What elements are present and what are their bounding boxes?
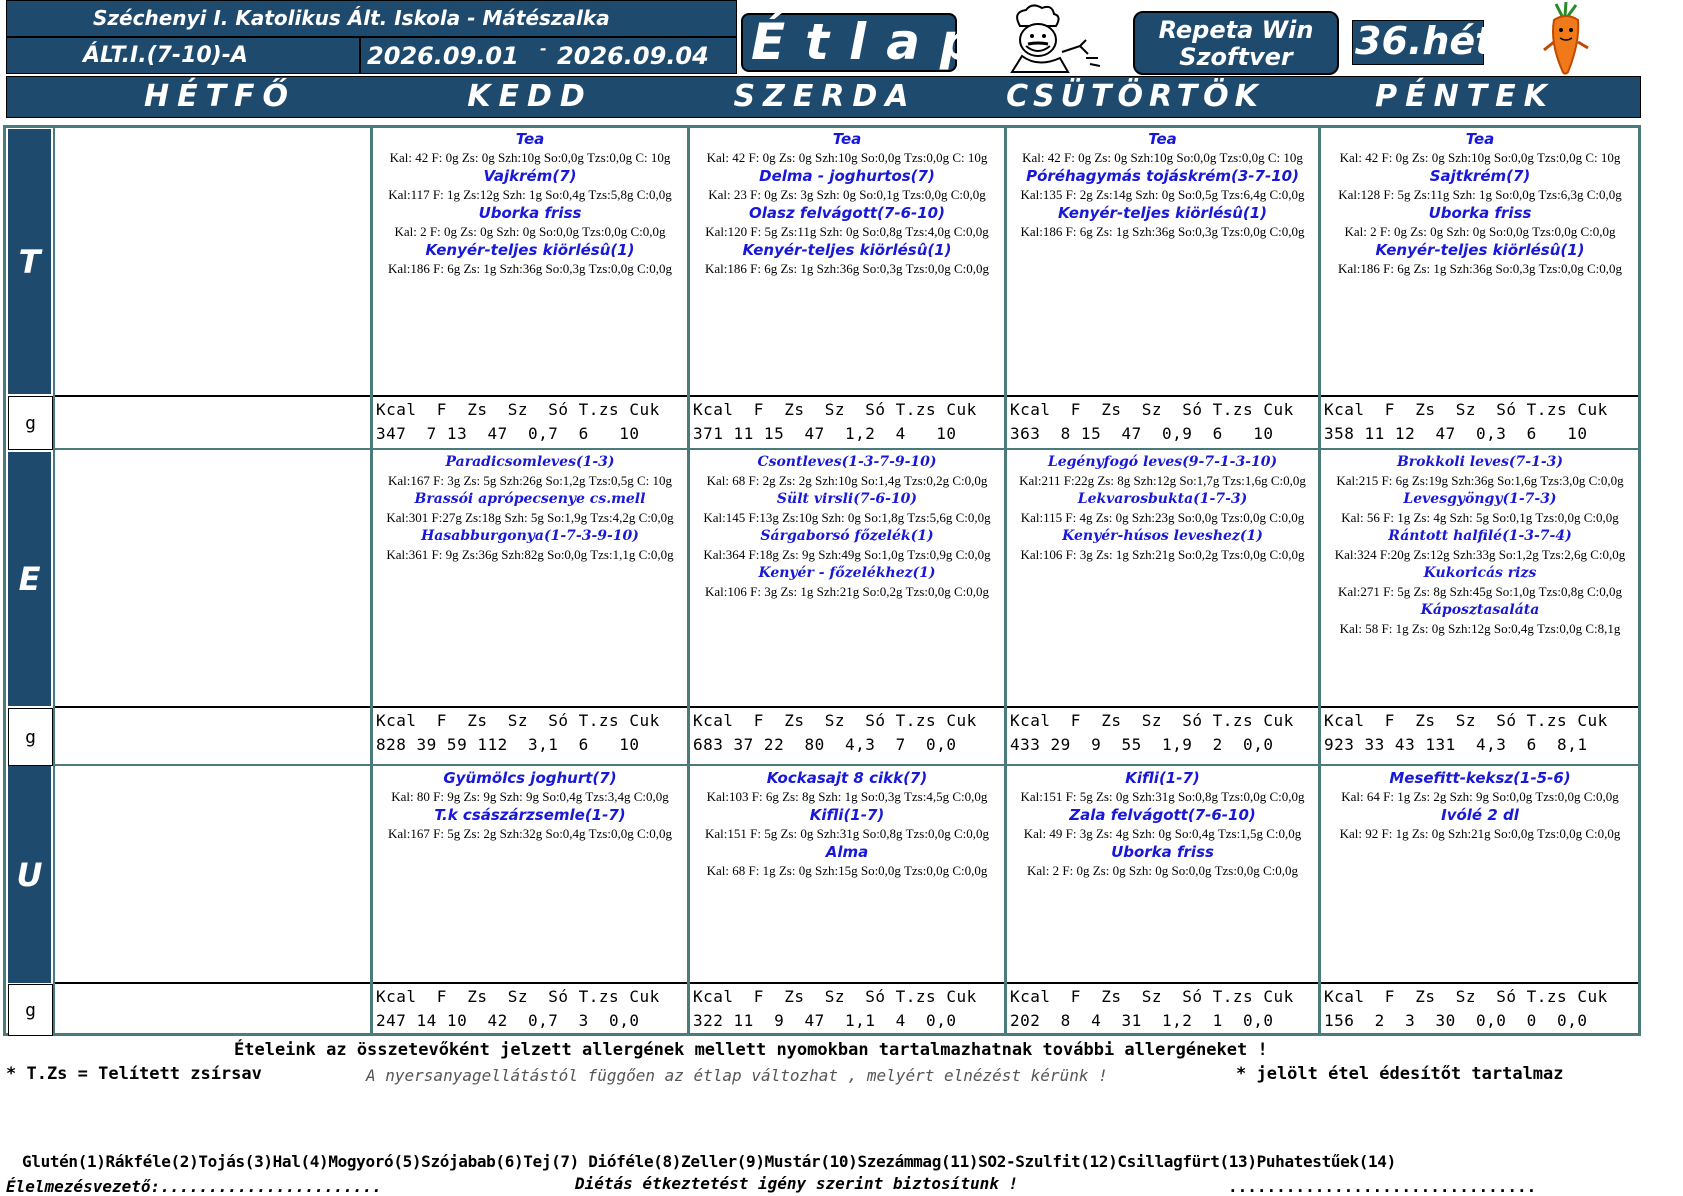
menu-cell-breakfast-day-2 xyxy=(373,128,687,397)
dish-nutrition: Kal: 58 F: 1g Zs: 0g Szh:12g So:0,4g Tzs:0,0g C:8,1g xyxy=(1339,621,1621,636)
dish-name: Kifli(1-7) xyxy=(1125,769,1200,787)
totals-snack-day-4 xyxy=(1007,984,1318,1034)
menu-cell-breakfast-day-3 xyxy=(690,128,1004,397)
menu-cell-breakfast-day-4 xyxy=(1007,128,1318,397)
menu-cell-lunch-day-5 xyxy=(1321,451,1639,708)
dish-name: Kenyér-teljes kiörlésû(1) xyxy=(742,241,952,259)
dish-name: Kifli(1-7) xyxy=(809,806,885,824)
dish-nutrition: Kal:271 F: 5g Zs: 8g Szh:45g So:1,0g Tzs:0,8g C:0,0g xyxy=(1338,584,1622,599)
totals-lunch-day-5 xyxy=(1321,708,1639,758)
date-range-box xyxy=(360,37,737,74)
totals-snack-day-2 xyxy=(373,984,687,1034)
date-from: 2026.09.01 xyxy=(367,42,519,70)
day-name-tuesday: KEDD xyxy=(467,79,593,114)
totals-header: Kcal F Zs Sz Só T.zs Cuk xyxy=(376,400,660,419)
totals-values: 322 11 9 47 1,1 4 0,0 xyxy=(693,1011,957,1030)
menu-cell-breakfast-day-1 xyxy=(55,128,370,397)
allergen-warning: Ételeink az összetevőként jelzett allergének mellett nyomokban tartalmazhatnak további allergéneket ! xyxy=(234,1040,1268,1060)
dish-nutrition: Kal: 2 F: 0g Zs: 0g Szh: 0g So:0,0g Tzs:0,0g C:0,0g xyxy=(394,224,666,239)
dish-name: Kockasajt 8 cikk(7) xyxy=(766,769,928,787)
school-name-bar xyxy=(6,0,737,37)
dish-name: Zala felvágott(7-6-10) xyxy=(1069,806,1256,824)
menu-cell-snack-day-2 xyxy=(373,767,687,984)
dish-nutrition: Kal: 68 F: 2g Zs: 2g Szh:10g So:1,4g Tzs:0,2g C:0,0g xyxy=(706,473,988,488)
totals-values: 347 7 13 47 0,7 6 10 xyxy=(376,424,640,443)
totals-values: 363 8 15 47 0,9 6 10 xyxy=(1010,424,1274,443)
totals-breakfast-day-5 xyxy=(1321,397,1639,447)
allergen-list: Glutén(1)Rákféle(2)Tojás(3)Hal(4)Mogyoró(5)Szójabab(6)Tej(7) Dióféle(8)Zeller(9)Mustár(10)Szezámmag(11)SO2-Szulfit(12)Csillagfürt(13)Puhatestűek(14) xyxy=(22,1152,1396,1171)
dish-nutrition: Kal: 56 F: 1g Zs: 4g Szh: 5g So:0,1g Tzs:0,0g C:0,0g xyxy=(1341,510,1619,525)
dish-name: Sült virsli(7-6-10) xyxy=(776,491,918,507)
dish-name: Mesefitt-keksz(1-5-6) xyxy=(1389,769,1571,787)
menu-cell-lunch-day-2 xyxy=(373,451,687,708)
dish-nutrition: Kal:186 F: 6g Zs: 1g Szh:36g So:0,3g Tzs:0,0g C:0,0g xyxy=(705,261,989,276)
etlap-title: Étlap xyxy=(751,13,996,71)
menu-cell-snack-day-3 xyxy=(690,767,1004,984)
dish-name: Póréhagymás tojáskrém(3-7-10) xyxy=(1026,167,1299,185)
dish-name: Uborka friss xyxy=(1111,843,1214,861)
date-separator: - xyxy=(540,39,547,58)
dish-nutrition: Kal: 42 F: 0g Zs: 0g Szh:10g So:0,0g Tzs:0,0g C: 10g xyxy=(706,150,988,165)
totals-header: Kcal F Zs Sz Só T.zs Cuk xyxy=(1010,711,1294,730)
dish-name: Hasabburgonya(1-7-3-9-10) xyxy=(421,528,639,544)
day-name-wednesday: SZERDA xyxy=(733,79,917,114)
totals-lunch-day-2 xyxy=(373,708,687,758)
dish-nutrition: Kal:103 F: 6g Zs: 8g Szh: 1g So:0,3g Tzs:4,5g C:0,0g xyxy=(706,789,988,804)
dish-name: Kukoricás rizs xyxy=(1423,565,1537,581)
totals-values: 923 33 43 131 4,3 6 8,1 xyxy=(1324,735,1588,754)
totals-header: Kcal F Zs Sz Só T.zs Cuk xyxy=(1324,400,1608,419)
school-name: Széchenyi I. Katolikus Ált. Iskola - Mátészalka xyxy=(93,6,610,30)
row-divider xyxy=(54,448,1638,450)
dish-nutrition: Kal:186 F: 6g Zs: 1g Szh:36g So:0,3g Tzs:0,0g C:0,0g xyxy=(1020,224,1305,239)
meal-unit-lunch: g xyxy=(8,708,53,766)
dish-nutrition: Kal:167 F: 3g Zs: 5g Szh:26g So:1,2g Tzs:0,5g C: 10g xyxy=(388,473,672,488)
signature-line: ................................ xyxy=(1228,1177,1537,1196)
dish-name: Levesgyöngy(1-7-3) xyxy=(1403,491,1557,507)
dish-nutrition: Kal:211 F:22g Zs: 8g Szh:12g So:1,7g Tzs:1,6g C:0,0g xyxy=(1019,473,1306,488)
meal-label-lunch: E xyxy=(8,452,51,706)
dish-nutrition: Kal:145 F:13g Zs:10g Szh: 0g So:1,8g Tzs:5,6g C:0,0g xyxy=(703,510,991,525)
dish-nutrition: Kal:115 F: 4g Zs: 0g Szh:23g So:0,0g Tzs:0,0g C:0,0g xyxy=(1020,510,1305,525)
dish-nutrition: Kal:106 F: 3g Zs: 1g Szh:21g So:0,2g Tzs:0,0g C:0,0g xyxy=(1020,547,1305,562)
dish-nutrition: Kal: 42 F: 0g Zs: 0g Szh:10g So:0,0g Tzs:0,0g C: 10g xyxy=(389,150,671,165)
dish-name: Olasz felvágott(7-6-10) xyxy=(749,204,945,222)
dish-name: Kenyér-húsos leveshez(1) xyxy=(1062,528,1263,544)
week-box xyxy=(1352,19,1494,65)
dish-nutrition: Kal:135 F: 2g Zs:14g Szh: 0g So:0,5g Tzs:6,4g C:0,0g xyxy=(1020,187,1305,202)
menu-cell-lunch-day-4 xyxy=(1007,451,1318,708)
group-code-box xyxy=(6,37,360,74)
dish-name: Ivólé 2 dl xyxy=(1441,806,1519,824)
dish-nutrition: Kal: 2 F: 0g Zs: 0g Szh: 0g So:0,0g Tzs:0,0g C:0,0g xyxy=(1027,863,1298,878)
manager-label: Élelmezésvezető:....................... xyxy=(6,1177,382,1196)
dish-name: Sárgaborsó főzelék(1) xyxy=(760,528,934,544)
dish-nutrition: Kal:215 F: 6g Zs:19g Szh:36g So:1,6g Tzs:3,0g C:0,0g xyxy=(1336,473,1624,488)
dish-name: Legényfogó leves(9-7-1-3-10) xyxy=(1047,454,1278,470)
dish-nutrition: Kal:361 F: 9g Zs:36g Szh:82g So:0,0g Tzs:1,1g C:0,0g xyxy=(386,547,674,562)
totals-header: Kcal F Zs Sz Só T.zs Cuk xyxy=(1324,711,1608,730)
dish-name: Brokkoli leves(7-1-3) xyxy=(1396,454,1564,470)
dish-name: Kenyér-teljes kiörlésû(1) xyxy=(425,241,635,259)
totals-header: Kcal F Zs Sz Só T.zs Cuk xyxy=(693,987,977,1006)
dish-nutrition: Kal:186 F: 6g Zs: 1g Szh:36g So:0,3g Tzs:0,0g C:0,0g xyxy=(388,261,672,276)
sweetener-note: * jelölt étel édesítőt tartalmaz xyxy=(1236,1064,1564,1084)
dish-name: Tea xyxy=(1148,130,1177,148)
dish-nutrition: Kal: 42 F: 0g Zs: 0g Szh:10g So:0,0g Tzs:0,0g C: 10g xyxy=(1339,150,1621,165)
totals-header: Kcal F Zs Sz Só T.zs Cuk xyxy=(693,400,977,419)
totals-values: 683 37 22 80 4,3 7 0,0 xyxy=(693,735,957,754)
dish-nutrition: Kal:324 F:20g Zs:12g Szh:33g So:1,2g Tzs:2,6g C:0,0g xyxy=(1334,547,1626,562)
menu-cell-lunch-day-1 xyxy=(55,451,370,708)
totals-values: 202 8 4 31 1,2 1 0,0 xyxy=(1010,1011,1274,1030)
dish-name: Tea xyxy=(515,130,545,148)
dish-name: Gyümölcs joghurt(7) xyxy=(443,769,617,787)
etlap-title-box xyxy=(741,13,996,72)
dish-name: Tea xyxy=(1465,130,1495,148)
totals-values: 433 29 9 55 1,9 2 0,0 xyxy=(1010,735,1274,754)
menu-cell-breakfast-day-5 xyxy=(1321,128,1639,397)
dish-name: Kenyér-teljes kiörlésû(1) xyxy=(1375,241,1585,259)
totals-header: Kcal F Zs Sz Só T.zs Cuk xyxy=(376,711,660,730)
dish-name: Csontleves(1-3-7-9-10) xyxy=(757,454,937,470)
menu-cell-snack-day-5 xyxy=(1321,767,1639,984)
totals-values: 156 2 3 30 0,0 0 0,0 xyxy=(1324,1011,1588,1030)
totals-header: Kcal F Zs Sz Só T.zs Cuk xyxy=(1324,987,1608,1006)
dish-nutrition: Kal:151 F: 5g Zs: 0g Szh:31g So:0,8g Tzs:0,0g C:0,0g xyxy=(705,826,989,841)
dish-nutrition: Kal: 64 F: 1g Zs: 2g Szh: 9g So:0,0g Tzs:0,0g C:0,0g xyxy=(1341,789,1619,804)
date-to: 2026.09.04 xyxy=(557,42,709,70)
dish-name: T.k császárzsemle(1-7) xyxy=(434,806,626,824)
meal-unit-breakfast: g xyxy=(8,396,53,450)
dish-name: Sajtkrém(7) xyxy=(1429,167,1531,185)
totals-header: Kcal F Zs Sz Só T.zs Cuk xyxy=(693,711,977,730)
dish-nutrition: Kal: 42 F: 0g Zs: 0g Szh:10g So:0,0g Tzs:0,0g C: 10g xyxy=(1022,150,1303,165)
dish-name: Káposztasaláta xyxy=(1420,602,1540,618)
dish-name: Rántott halfilé(1-3-7-4) xyxy=(1388,528,1572,544)
totals-header: Kcal F Zs Sz Só T.zs Cuk xyxy=(1010,400,1294,419)
day-name-monday: HÉTFŐ xyxy=(143,79,297,114)
meal-label-breakfast: T xyxy=(8,129,51,394)
totals-snack-day-3 xyxy=(690,984,1004,1034)
meal-unit-snack: g xyxy=(8,984,53,1036)
software-box xyxy=(1133,11,1339,75)
dish-name: Alma xyxy=(825,843,869,861)
dish-name: Kenyér-teljes kiörlésû(1) xyxy=(1057,204,1268,222)
carrot-icon xyxy=(1540,2,1590,76)
dish-name: Uborka friss xyxy=(478,204,582,222)
dish-nutrition: Kal:167 F: 5g Zs: 2g Szh:32g So:0,4g Tzs:0,0g C:0,0g xyxy=(388,826,672,841)
dish-nutrition: Kal: 49 F: 3g Zs: 4g Szh: 0g So:0,4g Tzs:1,5g C:0,0g xyxy=(1023,826,1302,841)
dish-nutrition: Kal:186 F: 6g Zs: 1g Szh:36g So:0,3g Tzs:0,0g C:0,0g xyxy=(1338,261,1622,276)
totals-values: 247 14 10 42 0,7 3 0,0 xyxy=(376,1011,640,1030)
dish-name: Brassói aprópecsenye cs.mell xyxy=(414,491,646,507)
change-note: A nyersanyagellátástól függően az étlap változhat , melyért elnézést kérünk ! xyxy=(366,1066,1108,1085)
totals-values: 371 11 15 47 1,2 4 10 xyxy=(693,424,957,443)
dish-nutrition: Kal: 23 F: 0g Zs: 3g Szh: 0g So:0,1g Tzs:0,0g C:0,0g xyxy=(708,187,986,202)
chef-icon xyxy=(1002,2,1102,74)
dish-name: Tea xyxy=(832,130,862,148)
totals-header: Kcal F Zs Sz Só T.zs Cuk xyxy=(1010,987,1294,1006)
totals-header: Kcal F Zs Sz Só T.zs Cuk xyxy=(376,987,660,1006)
totals-breakfast-day-2 xyxy=(373,397,687,447)
dish-nutrition: Kal:117 F: 1g Zs:12g Szh: 1g So:0,4g Tzs:5,8g C:0,0g xyxy=(388,187,672,202)
dish-name: Lekvarosbukta(1-7-3) xyxy=(1077,491,1248,507)
diet-note: Diétás étkeztetést igény szerint biztosítunk ! xyxy=(575,1174,1019,1193)
dish-nutrition: Kal:128 F: 5g Zs:11g Szh: 1g So:0,0g Tzs:6,3g C:0,0g xyxy=(1338,187,1622,202)
dish-name: Kenyér - főzelékhez(1) xyxy=(758,565,936,581)
dish-name: Vajkrém(7) xyxy=(483,167,577,185)
day-name-friday: PÉNTEK xyxy=(1375,79,1555,114)
software-name: Repeta Win xyxy=(1158,16,1314,44)
totals-values: 828 39 59 112 3,1 6 10 xyxy=(376,735,640,754)
menu-cell-snack-day-1 xyxy=(55,767,370,984)
dish-nutrition: Kal:120 F: 5g Zs:11g Szh: 0g So:0,8g Tzs:4,0g C:0,0g xyxy=(705,224,989,239)
dish-nutrition: Kal:301 F:27g Zs:18g Szh: 5g So:1,9g Tzs:4,2g C:0,0g xyxy=(386,510,674,525)
menu-cell-snack-day-4 xyxy=(1007,767,1318,984)
dish-name: Uborka friss xyxy=(1428,204,1532,222)
menu-cell-lunch-day-3 xyxy=(690,451,1004,708)
software-label: Szoftver xyxy=(1179,43,1293,71)
dish-nutrition: Kal: 2 F: 0g Zs: 0g Szh: 0g So:0,0g Tzs:0,0g C:0,0g xyxy=(1344,224,1616,239)
row-divider xyxy=(54,764,1638,766)
dish-nutrition: Kal: 80 F: 9g Zs: 9g Szh: 9g So:0,4g Tzs:3,4g C:0,0g xyxy=(391,789,669,804)
totals-values: 358 11 12 47 0,3 6 10 xyxy=(1324,424,1588,443)
totals-breakfast-day-3 xyxy=(690,397,1004,447)
dish-nutrition: Kal: 68 F: 1g Zs: 0g Szh:15g So:0,0g Tzs:0,0g C:0,0g xyxy=(706,863,988,878)
dish-nutrition: Kal:151 F: 5g Zs: 0g Szh:31g So:0,8g Tzs:0,0g C:0,0g xyxy=(1020,789,1305,804)
tzs-note: * T.Zs = Telített zsírsav xyxy=(6,1064,262,1084)
day-name-thursday: CSÜTÖRTÖK xyxy=(1006,79,1264,114)
group-code: ÁLT.I.(7-10)-A xyxy=(83,43,248,68)
dish-name: Paradicsomleves(1-3) xyxy=(445,454,615,470)
totals-lunch-day-4 xyxy=(1007,708,1318,758)
dish-nutrition: Kal:364 F:18g Zs: 9g Szh:49g So:1,0g Tzs:0,9g C:0,0g xyxy=(703,547,991,562)
meal-label-snack: U xyxy=(8,766,51,983)
dish-nutrition: Kal:106 F: 3g Zs: 1g Szh:21g So:0,2g Tzs:0,0g C:0,0g xyxy=(705,584,989,599)
totals-lunch-day-3 xyxy=(690,708,1004,758)
week-label: 36.hét xyxy=(1355,19,1494,63)
totals-breakfast-day-4 xyxy=(1007,397,1318,447)
dish-nutrition: Kal: 92 F: 1g Zs: 0g Szh:21g So:0,0g Tzs:0,0g C:0,0g xyxy=(1339,826,1621,841)
totals-snack-day-5 xyxy=(1321,984,1639,1034)
dish-name: Delma - joghurtos(7) xyxy=(759,167,935,185)
